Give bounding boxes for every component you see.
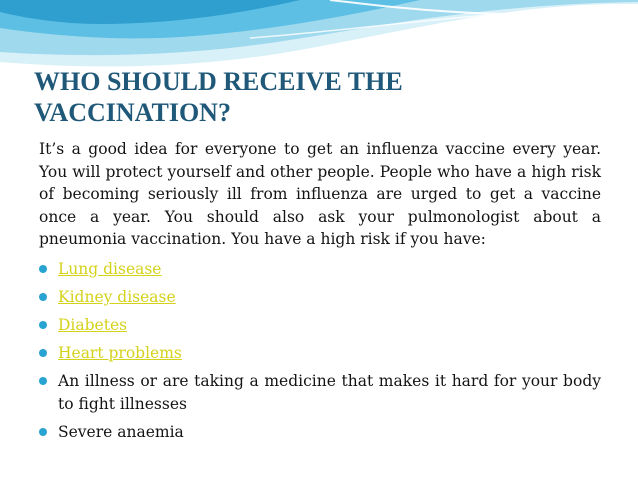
- bullet-icon: [39, 377, 47, 385]
- list-item: [39, 370, 601, 415]
- list-item: [39, 286, 601, 309]
- bullet-icon: [39, 349, 47, 357]
- list-item: [39, 421, 601, 444]
- diabetes-link[interactable]: Diabetes: [58, 316, 128, 334]
- bullet-icon: [39, 321, 47, 329]
- risk-list: [39, 258, 601, 449]
- heart-problems-link[interactable]: Heart problems: [58, 344, 182, 362]
- list-item: [39, 342, 601, 365]
- kidney-disease-link[interactable]: Kidney disease: [58, 288, 176, 306]
- intro-paragraph: It’s a good idea for everyone to get an influenza vaccine every year. You will protect yourself and other people. People who have a high risk of becoming seriously ill from influenza are urged to get a vaccine once a year. You should also ask your pulmonologist about a pneumonia vaccination. You have a high risk if you have:: [39, 140, 601, 248]
- bullet-icon: [39, 293, 47, 301]
- slide-title: WHO SHOULD RECEIVE THE VACCINATION?: [34, 67, 403, 127]
- list-item: [39, 258, 601, 281]
- bullet-icon: [39, 265, 47, 273]
- illness-medicine-text: An illness or are taking a medicine that makes it hard for your body to fight illnesses: [58, 372, 601, 413]
- lung-disease-link[interactable]: Lung disease: [58, 260, 162, 278]
- severe-anaemia-text: Severe anaemia: [58, 422, 184, 441]
- bullet-icon: [39, 428, 47, 436]
- list-item: [39, 314, 601, 337]
